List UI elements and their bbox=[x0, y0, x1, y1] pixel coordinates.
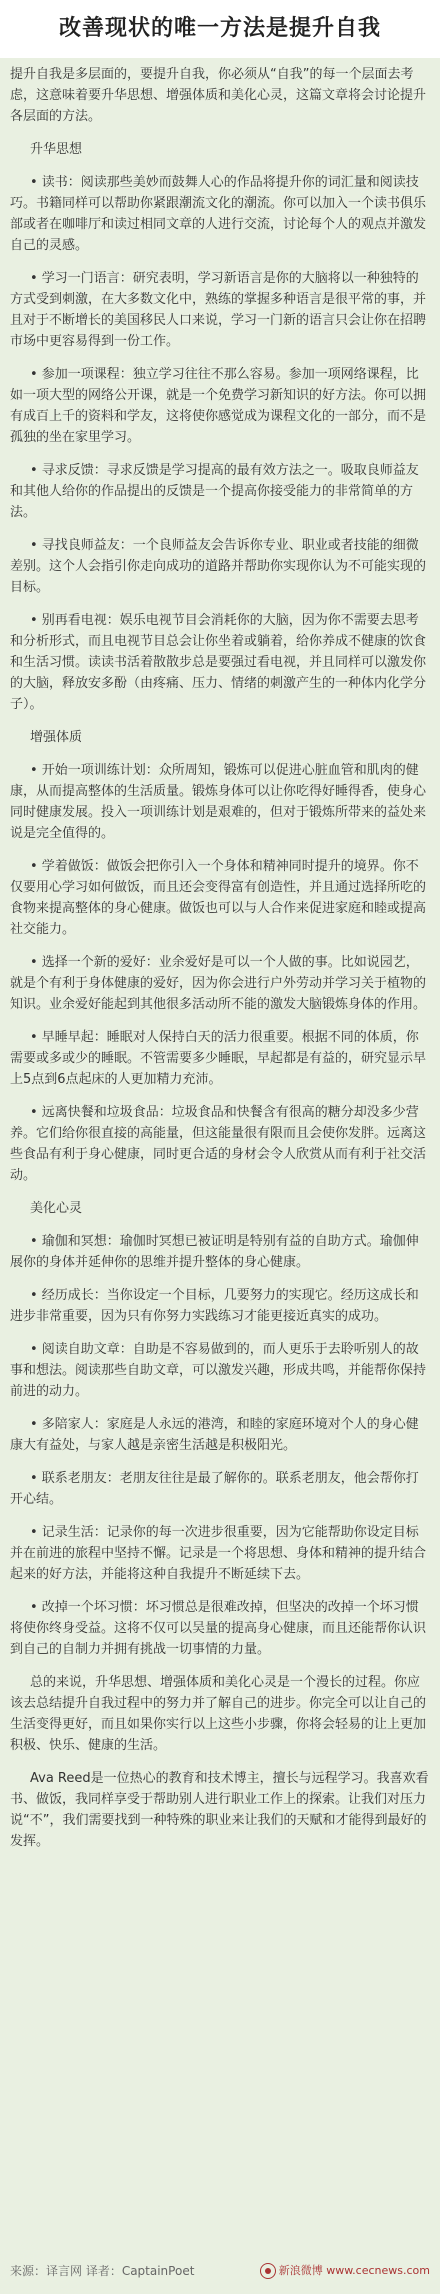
list-item: • 早睡早起：睡眠对人保持白天的活力很重要。根据不同的体质，你需要或多或少的睡眠。不管需要多少睡眠，早起都是有益的，研究显示早上5点到6点起床的人更加精力充沛。 bbox=[10, 1030, 427, 1087]
list-item: • 多陪家人：家庭是人永远的港湾，和睦的家庭环境对个人的身心健康大有益处，与家人越是亲密生活越是积极阳光。 bbox=[10, 1417, 419, 1453]
list-item: • 读书：阅读那些美妙而鼓舞人心的作品将提升你的词汇量和阅读技巧。书籍同样可以帮助你紧跟潮流文化的潮流。你可以加入一个读书俱乐部或者在咖啡厅和读过相同文章的人进行交流，讨论每个人的观点并激发自己的灵感。 bbox=[10, 175, 427, 253]
list-item: • 开始一项训练计划：众所周知，锻炼可以促进心脏血管和肌肉的健康，从而提高整体的生活质量。锻炼身体可以让你吃得好睡得香，使身心同时健康发展。投入一项训练计划是艰难的，但对于锻炼所带来的益处来说是完全值得的。 bbox=[10, 763, 427, 841]
list-item: • 学着做饭：做饭会把你引入一个身体和精神同时提升的境界。你不仅要用心学习如何做饭，而且还会变得富有创造性，并且通过选择所吃的食物来提高整体的身心健康。做饭也可以与人合作来促进家庭和睦或提高社交能力。 bbox=[10, 859, 427, 937]
list-item: • 经历成长：当你设定一个目标，几要努力的实现它。经历这成长和进步非常重要，因为只有你努力实践练习才能更接近真实的成功。 bbox=[10, 1288, 419, 1324]
list-item: • 学习一门语言：研究表明，学习新语言是你的大脑将以一种独特的方式受到刺激，在大多数文化中，熟练的掌握多种语言是很平常的事，并且对于不断增长的美国移民人口来说，学习一门新的语言只会让你在招聘市场中更容易得到一份工作。 bbox=[10, 271, 427, 349]
watermark-text: 新浪微博 www.cecnews.com bbox=[278, 2264, 430, 2277]
list-item: • 参加一项课程：独立学习往往不那么容易。参加一项网络课程，比如一项大型的网络公开课，就是一个免费学习新知识的好方法。你可以拥有成百上千的资料和学友，这将使你感觉成为课程文化的一部分，而不是孤独的坐在家里学习。 bbox=[10, 367, 427, 445]
list-item: • 改掉一个坏习惯：坏习惯总是很难改掉，但坚决的改掉一个坏习惯将使你终身受益。这将不仅可以吴量的提高身心健康，而且还能帮你认识到自己的自制力并拥有挑战一切事情的力量。 bbox=[10, 1600, 427, 1657]
section-heading: 美化心灵 bbox=[30, 1201, 83, 1216]
article-title: 改善现状的唯一方法是提升自我 bbox=[58, 16, 381, 41]
footer bbox=[10, 2256, 430, 2280]
list-item: • 别再看电视：娱乐电视节目会消耗你的大脑，因为你不需要去思考和分析形式，而且电视节目总会让你坐着或躺着，给你养成不健康的饮食和生活习惯。读读书活着散散步总是要强过看电视，并且同样可以激发你的大脑，释放安多酚（由疼痛、压力、情绪的刺激产生的一种体内化学分子）。 bbox=[10, 613, 427, 712]
source-credit: 来源：译言网 译者：CaptainPoet bbox=[10, 2264, 195, 2278]
section-heading: 升华思想 bbox=[30, 142, 83, 157]
article-body bbox=[0, 58, 440, 2294]
closing-paragraph: 总的来说，升华思想、增强体质和美化心灵是一个漫长的过程。你应该去总结提升自我过程中的努力并了解自己的进步。你完全可以让自己的生活变得更好，而且如果你实行以上这些小步骤，你将会轻易的让上更加积极、快乐、健康的生活。 bbox=[10, 1675, 427, 1753]
list-item: • 选择一个新的爱好：业余爱好是可以一个人做的事。比如说园艺，就是个有利于身体健康的爱好，因为你会进行户外劳动并学习关于植物的知识。业余爱好能起到其他很多活动所不能的激发大脑锻炼身体的作用。 bbox=[10, 955, 427, 1012]
list-item: • 远离快餐和垃圾食品：垃圾食品和快餐含有很高的糖分却没多少营养。它们给你很直接的高能量，但这能量很有限而且会使你发胖。远离这些食品有利于身心健康，同时更合适的身材会令人欣赏从而有利于社交活动。 bbox=[10, 1105, 427, 1183]
author-note: Ava Reed是一位热心的教育和技术博主，擅长与远程学习。我喜欢看书、做饭，我同样享受于帮助别人进行职业工作上的探索。让我们对压力说“不”，我们需要找到一种特殊的职业来让我们的天赋和才能得到最好的发挥。 bbox=[10, 1771, 429, 1849]
list-item: • 瑜伽和冥想：瑜伽时冥想已被证明是特别有益的自助方式。瑜伽伸展你的身体并延伸你的思维并提升整体的身心健康。 bbox=[10, 1234, 419, 1270]
weibo-icon bbox=[260, 2263, 276, 2279]
list-item: • 阅读自助文章：自助是不容易做到的，而人更乐于去聆听别人的故事和想法。阅读那些自助文章，可以激发兴趣，形成共鸣，并能帮你保持前进的动力。 bbox=[10, 1342, 427, 1399]
list-item: • 记录生活：记录你的每一次进步很重要，因为它能帮助你设定目标并在前进的旅程中坚持不懈。记录是一个将思想、身体和精神的提升结合起来的好方法，并能将这种自我提升不断延续下去。 bbox=[10, 1525, 427, 1582]
intro-paragraph: 提升自我是多层面的，要提升自我，你必须从“自我”的每一个层面去考虑，这意味着要升华思想、增强体质和美化心灵，这篇文章将会讨论提升各层面的方法。 bbox=[10, 67, 427, 124]
list-item: • 寻找良师益友：一个良师益友会告诉你专业、职业或者技能的细微差别。这个人会指引你走向成功的道路并帮助你实现你认为不可能实现的目标。 bbox=[10, 538, 427, 595]
list-item: • 寻求反馈：寻求反馈是学习提高的最有效方法之一。吸取良师益友和其他人给你的作品提出的反馈是一个提高你接受能力的非常简单的方法。 bbox=[10, 463, 419, 520]
section-heading: 增强体质 bbox=[30, 730, 83, 745]
watermark bbox=[260, 2262, 430, 2280]
list-item: • 联系老朋友：老朋友往往是最了解你的。联系老朋友，他会帮你打开心结。 bbox=[10, 1471, 419, 1507]
